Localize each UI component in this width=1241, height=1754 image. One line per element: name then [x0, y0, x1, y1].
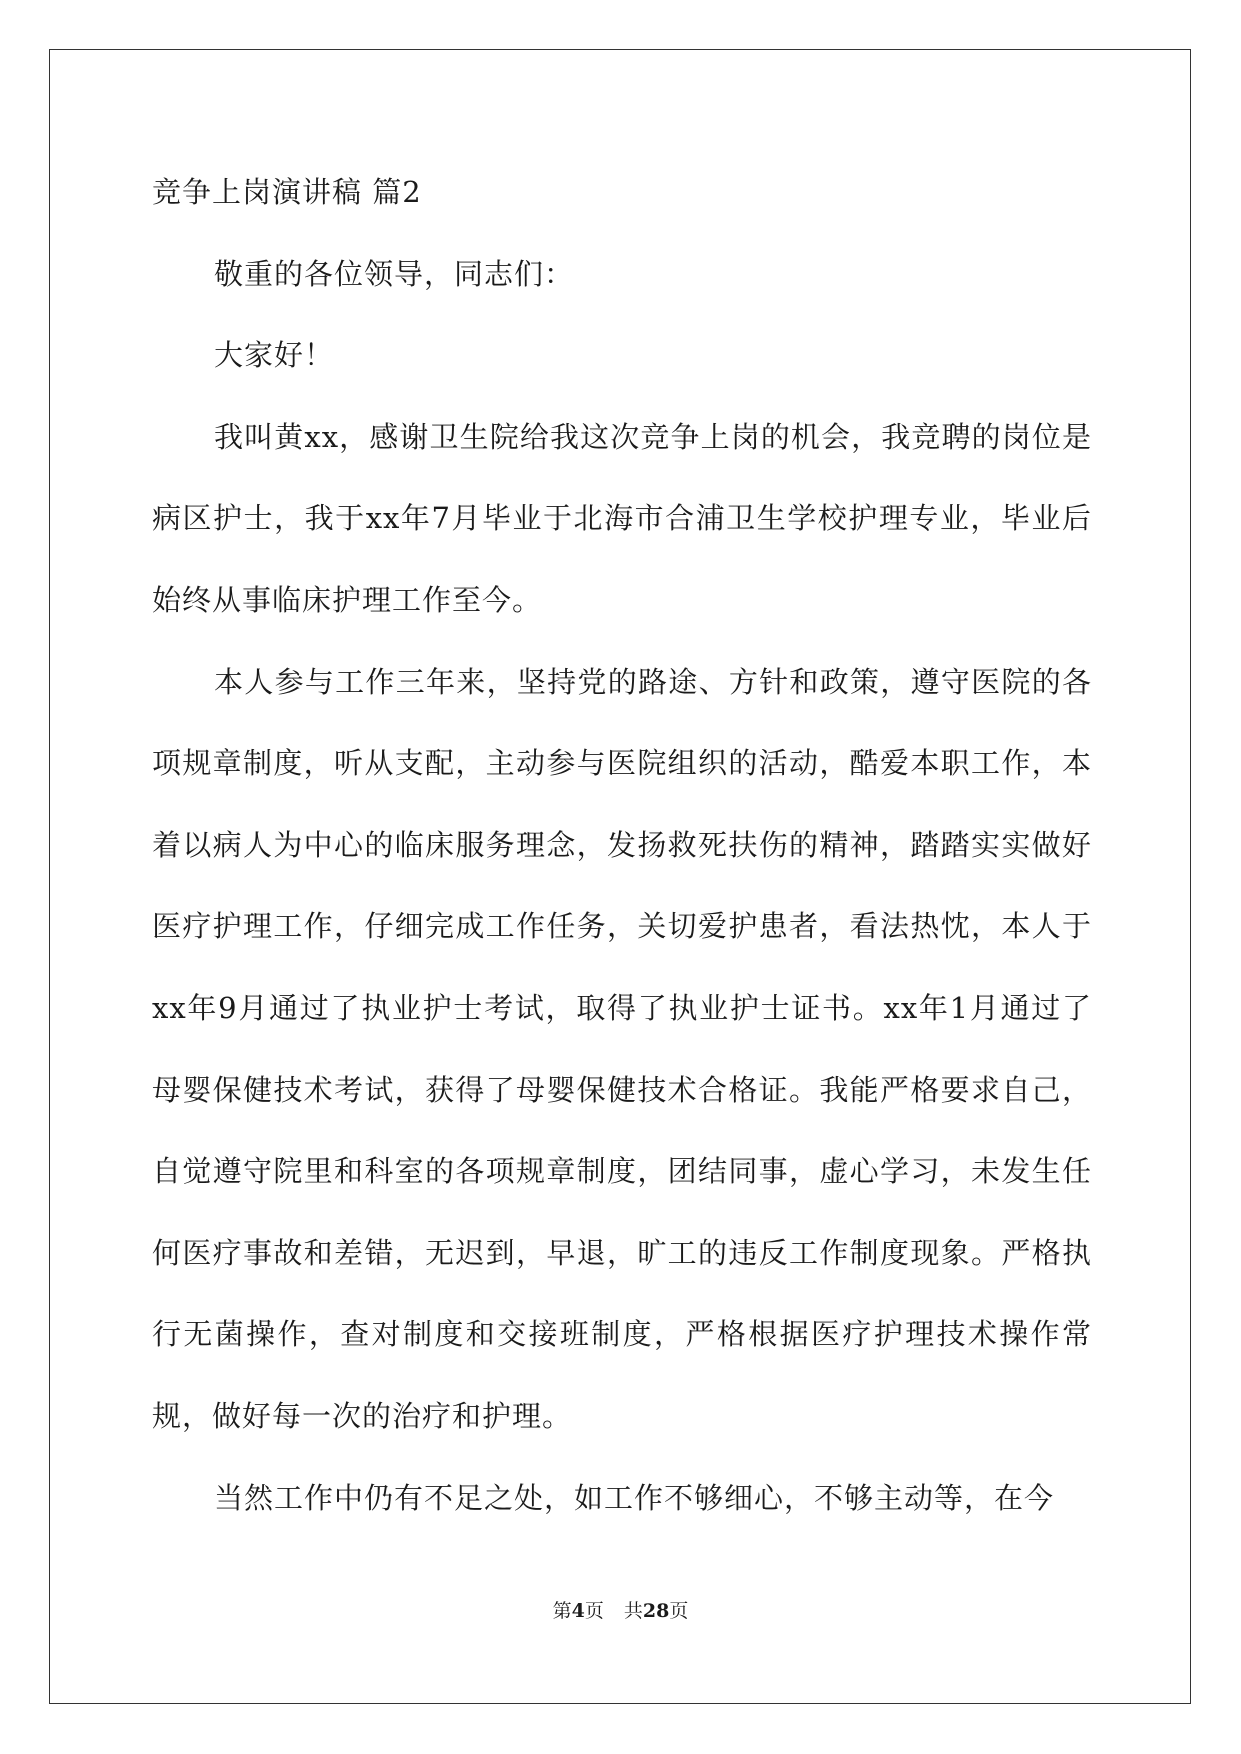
- total-page-count: 28: [642, 1600, 670, 1622]
- total-prefix: 共: [623, 1600, 643, 1622]
- page-suffix: 页: [584, 1600, 604, 1622]
- document-body: [152, 152, 1092, 1539]
- greeting: 大家好！: [214, 338, 335, 373]
- salutation: 敬重的各位领导，同志们：: [214, 256, 575, 291]
- section-heading: 竞争上岗演讲稿 篇2: [152, 175, 422, 209]
- body-paragraph-introduction: 我叫黄xx，感谢卫生院给我这次竞争上岗的机会，我竞聘的岗位是病区护士，我于xx年7月毕业于北海市合浦卫生学校护理专业，毕业后始终从事临床护理工作至今。: [152, 419, 1092, 617]
- page-number-footer: [0, 1599, 1241, 1623]
- total-suffix: 页: [669, 1600, 689, 1622]
- body-paragraph-shortcomings: 当然工作中仍有不足之处，如工作不够细心，不够主动等，在今: [214, 1480, 1055, 1515]
- page-prefix: 第: [552, 1600, 572, 1622]
- current-page-number: 4: [571, 1600, 585, 1622]
- body-paragraph-work-record: 本人参与工作三年来，坚持党的路途、方针和政策，遵守医院的各项规章制度，听从支配，主动参与医院组织的活动，酷爱本职工作，本着以病人为中心的临床服务理念，发扬救死扶伤的精神，踏踏实实做好医疗护理工作，仔细完成工作任务，关切爱护患者，看法热忱，本人于xx年9月通过了执业护士考试，取得了执业护士证书。xx年1月通过了母婴保健技术考试，获得了母婴保健技术合格证。我能严格要求自己，自觉遵守院里和科室的各项规章制度，团结同事，虚心学习，未发生任何医疗事故和差错，无迟到，早退，旷工的违反工作制度现象。严格执行无菌操作，查对制度和交接班制度，严格根据医疗护理技术操作常规，做好每一次的治疗和护理。: [152, 664, 1092, 1433]
